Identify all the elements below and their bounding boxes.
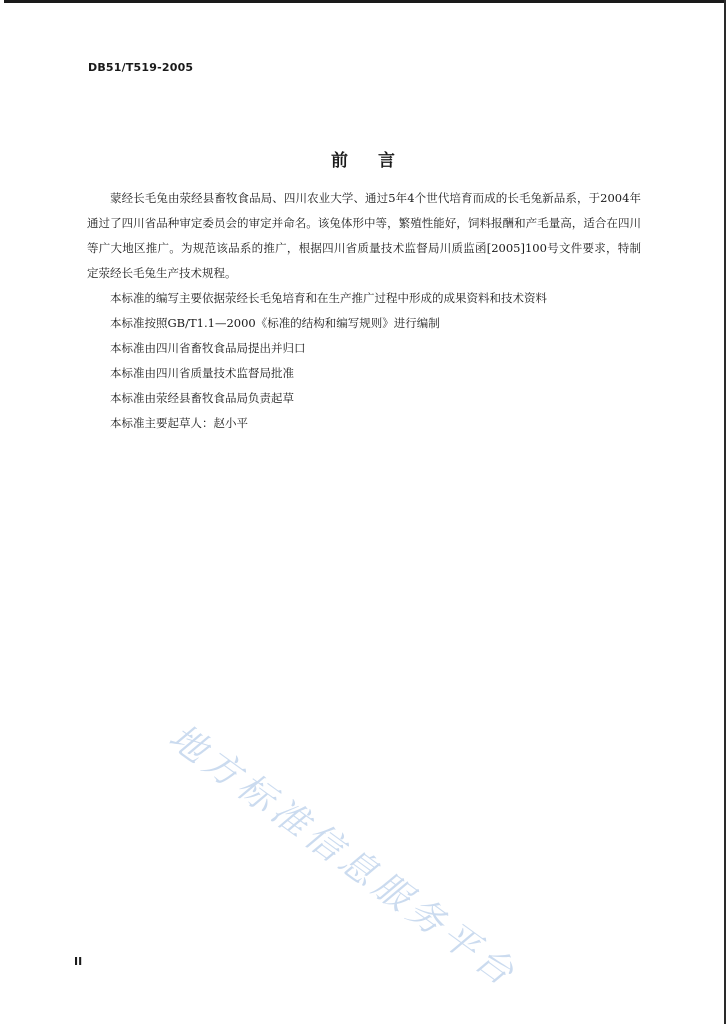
standard-code: DB51/T519-2005 (88, 61, 194, 74)
page-number: II (74, 955, 83, 968)
page-title: 前言 (331, 151, 425, 171)
paragraph-proposer: 本标准由四川省畜牧食品局提出并归口 (110, 341, 306, 355)
paragraph-structure: 本标准按照GB/T1.1—2000《标准的结构和编写规则》进行编制 (110, 316, 440, 330)
paragraph-basis: 本标准的编写主要依据荥经长毛兔培育和在生产推广过程中形成的成果资料和技术资料 (110, 291, 547, 305)
paragraph-intro: 蒙经长毛兔由荥经县畜牧食品局、四川农业大学、通过5年4个世代培育而成的长毛兔新品系，于2004年通过了四川省品种审定委员会的审定并命名。该兔体形中等，繁殖性能好，饲料报酬和产毛量高，适合在四川等广大地区推广。为规范该品系的推广，根据四川省质量技术监督局川质监函[2005]100号文件要求，特制定荥经长毛兔生产技术规程。 (87, 191, 641, 280)
paragraph-drafter-org: 本标准由荥经县畜牧食品局负责起草 (110, 391, 294, 405)
paragraph-drafter-person: 本标准主要起草人：赵小平 (110, 416, 248, 430)
top-border-rule (4, 0, 726, 3)
paragraph-approver: 本标准由四川省质量技术监督局批准 (110, 366, 294, 380)
watermark-text: 地方标准信息服务平台 (161, 716, 526, 997)
foreword-body (87, 186, 641, 436)
